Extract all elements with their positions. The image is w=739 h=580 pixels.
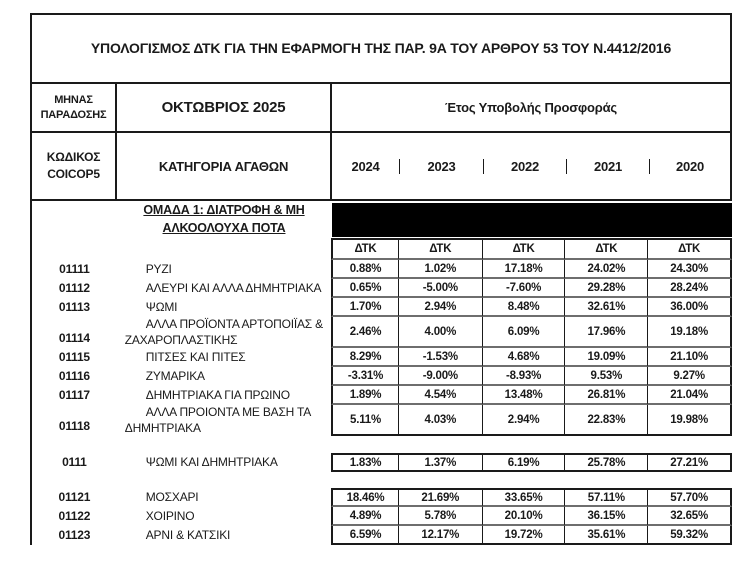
value-cell: 25.78% [565,453,648,472]
row-gap [32,472,732,488]
table-row [32,317,732,348]
value-cell: -9.00% [399,367,483,386]
value-cell: 8.29% [331,348,399,367]
group-title-cell [32,201,332,238]
value-cell: 8.48% [483,298,566,317]
table-row [32,386,732,405]
value-cell: 1.70% [331,298,399,317]
group-title: ΟΜΑΔΑ 1: ΔΙΑΤΡΟΦΗ & ΜΗ ΑΛΚΟΟΛΟΥΧΑ ΠΟΤΑ [143,203,305,235]
header-row-month [32,84,730,133]
value-cell: 35.61% [565,526,648,545]
table-row [32,526,732,545]
row-category: ΨΩΜΙ ΚΑΙ ΔΗΜΗΤΡΙΑΚΑ [145,454,278,469]
row-category: ΑΛΕΥΡΙ ΚΑΙ ΑΛΛΑ ΔΗΜΗΤΡΙΑΚΑ [145,280,322,295]
dtk-header-cell: ΔΤΚ [565,238,648,260]
value-cell: 33.65% [483,488,566,507]
value-cell: 0.65% [331,279,399,298]
row-category: ΧΟΙΡΙΝΟ [145,508,195,523]
value-cell: 6.59% [331,526,399,545]
dtk-header-cell: ΔΤΚ [648,238,732,260]
value-cell: 21.10% [648,348,732,367]
table-row [32,260,732,279]
row-category: ΑΛΛΑ ΠΡΟΪΟΝΤΑ ΑΡΤΟΠΟΙΪΑΣ & ΖΑΧΑΡΟΠΛΑΣΤΙΚΗΣ [124,316,323,347]
value-cell: 21.69% [399,488,483,507]
value-cell: 29.28% [565,279,648,298]
table-row [32,279,732,298]
value-cell: 21.04% [648,386,732,405]
value-cell: 2.46% [331,317,399,348]
value-cell: 4.00% [399,317,483,348]
row-gap [32,436,732,453]
value-cell: 19.98% [648,405,732,436]
delivery-month-label-cell: ΜΗΝΑΣ ΠΑΡΑΔΟΣΗΣ [32,84,117,133]
value-cell: 24.02% [565,260,648,279]
value-cell: 22.83% [565,405,648,436]
row-code: 01121 [58,490,91,504]
value-cell: 27.21% [648,453,732,472]
value-cell: 4.03% [399,405,483,436]
value-cell: 32.65% [648,507,732,526]
table-body [30,201,732,545]
value-cell: -7.60% [483,279,566,298]
value-block-1 [32,238,732,436]
value-block-2 [32,453,732,472]
row-code: 01118 [58,419,90,433]
value-cell: 1.37% [399,453,483,472]
row-category: ΑΡΝΙ & ΚΑΤΣΙΚΙ [145,527,231,542]
table-row [32,453,732,472]
table-row [32,488,732,507]
dtk-header-cell: ΔΤΚ [483,238,566,260]
value-cell: 1.02% [399,260,483,279]
value-cell: 12.17% [399,526,483,545]
value-cell: 6.19% [483,453,566,472]
delivery-month-value-cell: ΟΚΤΩΒΡΙΟΣ 2025 [117,84,332,133]
value-cell: 57.70% [648,488,732,507]
row-category: ΑΛΛΑ ΠΡΟΙΟΝΤΑ ΜΕ ΒΑΣΗ ΤΑ ΔΗΜΗΤΡΙΑΚΑ [124,404,311,435]
dtk-header-cell: ΔΤΚ [399,238,483,260]
value-block-3 [32,488,732,545]
year-header: 2020 [675,158,705,174]
table-row [32,348,732,367]
value-cell: 57.11% [565,488,648,507]
row-code: 01117 [58,388,90,402]
value-cell: 2.94% [399,298,483,317]
year-header: 2021 [567,159,650,174]
value-cell: 19.09% [565,348,648,367]
value-cell: 9.27% [648,367,732,386]
table-row [32,405,732,436]
value-cell: 36.00% [648,298,732,317]
row-code: 0111 [62,455,87,469]
value-cell: 5.78% [399,507,483,526]
value-cell: 0.88% [331,260,399,279]
value-cell: 26.81% [565,386,648,405]
header-row-columns [32,133,730,199]
value-cell: -8.93% [483,367,566,386]
dtk-header-cell: ΔΤΚ [331,238,399,260]
row-code: 01111 [59,262,90,276]
value-cell: 4.68% [483,348,566,367]
table-row [32,298,732,317]
group-row [32,201,732,238]
row-code: 01123 [58,528,91,542]
row-code: 01113 [58,300,90,314]
value-cell: 32.61% [565,298,648,317]
value-cell: -3.31% [331,367,399,386]
row-code: 01116 [58,369,90,383]
value-cell: 59.32% [648,526,732,545]
document-title: ΥΠΟΛΟΓΙΣΜΟΣ ΔΤΚ ΓΙΑ ΤΗΝ ΕΦΑΡΜΟΓΗ ΤΗΣ ΠΑΡ. 9Α ΤΟΥ ΑΡΘΡΟΥ 53 ΤΟΥ Ν.4412/2016 [90,40,672,57]
dtk-header-row [32,238,732,260]
row-category: ΔΗΜΗΤΡΙΑΚΑ ΓΙΑ ΠΡΩΙΝΟ [145,387,290,402]
value-cell: 13.48% [483,386,566,405]
header-table [30,84,732,201]
value-cell: -5.00% [399,279,483,298]
value-cell: 36.15% [565,507,648,526]
value-cell: 6.09% [483,317,566,348]
row-category: ΖΥΜΑΡΙΚΑ [145,368,205,383]
row-category: ΜΟΣΧΑΡΙ [145,489,199,504]
value-cell: 19.18% [648,317,732,348]
value-cell: 20.10% [483,507,566,526]
code-header-cell: ΚΩΔΙΚΟΣ COICOP5 [32,133,117,199]
row-code: 01115 [58,350,90,364]
offer-year-label-cell: Έτος Υποβολής Προσφοράς [332,84,730,133]
year-headers [332,133,730,199]
value-cell: 9.53% [565,367,648,386]
value-cell: 18.46% [331,488,399,507]
category-header-cell: ΚΑΤΗΓΟΡΙΑ ΑΓΑΘΩΝ [117,133,332,199]
year-header: 2022 [484,159,567,174]
sheet [30,13,732,545]
value-cell: -1.53% [399,348,483,367]
value-cell: 4.54% [399,386,483,405]
year-header: 2024 [332,159,400,174]
year-header: 2023 [400,159,484,174]
row-category: ΠΙΤΣΕΣ ΚΑΙ ΠΙΤΕΣ [145,349,246,364]
table-row [32,367,732,386]
value-cell: 2.94% [483,405,566,436]
row-category: ΨΩΜΙ [145,299,178,314]
redaction-black-bar [332,203,732,237]
value-cell: 17.96% [565,317,648,348]
row-code: 01122 [58,509,91,523]
value-cell: 24.30% [648,260,732,279]
row-code: 01114 [58,331,90,345]
value-cell: 4.89% [331,507,399,526]
value-cell: 1.83% [331,453,399,472]
value-cell: 28.24% [648,279,732,298]
value-cell: 17.18% [483,260,566,279]
value-cell: 19.72% [483,526,566,545]
row-code: 01112 [58,281,90,295]
table-row [32,507,732,526]
value-cell: 1.89% [331,386,399,405]
row-category: ΡΥΖΙ [145,261,172,276]
document-title-box [30,13,732,84]
value-cell: 5.11% [331,405,399,436]
